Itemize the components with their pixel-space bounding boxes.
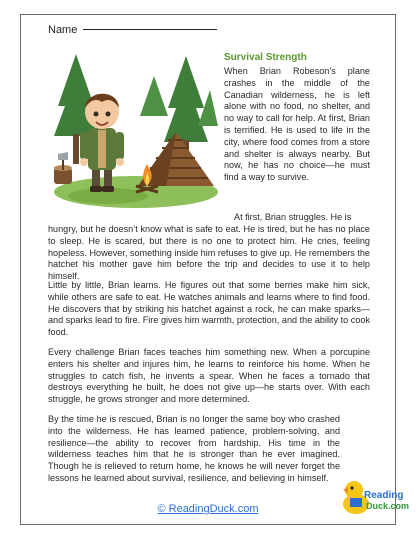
paragraph-challenges: Every challenge Brian faces teaches him something new. When a porcupine enters his shelter and injures him, he learns to reinforce his home. When he struggles to catch fish, he invents a spear. When he faces a tornado that destroys everything he built, he does not give up—he starts over. With each struggle, he grows stronger and more determined. xyxy=(48,347,370,405)
boy-camp-illustration xyxy=(48,46,218,210)
paragraph-intro: When Brian Robeson’s plane crashes in the middle of the Canadian wilderness, he is left alone with no food, no shelter, and no way to call for help. At first, Brian is terrified. He is used to life in the city, where food comes from a store and shelter is always nearby. But now, he has no choice—he must find a way to survive. xyxy=(224,66,370,183)
paragraph-struggle-start: At first, Brian struggles. He is xyxy=(234,212,352,222)
logo-text-top: Reading xyxy=(364,490,404,501)
paragraph-learns: Little by little, Brian learns. He figures out that some berries make him sick, while others are safe to eat. He watches animals and learns where to find food. He discovers that by striking his hatchet against a rock, he can make sparks—and sparks lead to fire. Fire gives him warmth, protection, and the ability to cook food. xyxy=(48,280,370,338)
paragraph-struggle-rest: hungry, but he doesn’t know what is safe to eat. He is tired, but he has no place to sleep. He is scared, but there is no one to protect him. He cries, feeling hopeless. However, something inside him refuses to give up. He remembers the hatchet his mother gave him before the trip and decides to use it to help himself. xyxy=(48,224,370,282)
name-underline[interactable] xyxy=(83,29,217,30)
name-field[interactable] xyxy=(48,24,217,36)
logo-text-bottom: Duck.com xyxy=(366,501,410,511)
readingduck-link[interactable]: © ReadingDuck.com xyxy=(157,503,259,515)
story-title: Survival Strength xyxy=(224,52,307,63)
name-label: Name xyxy=(48,24,78,36)
paragraph-rescued: By the time he is rescued, Brian is no longer the same boy who crashed into the wilderness. He has learned patience, problem-solving, and resilience—the ability to recover from hardship. His time in the wilderness teaches him that he is stronger than he ever imagined. Though he is relieved to return home, he knows he will never forget the lessons he learned about survival, resilience, and believing in himself. xyxy=(48,414,340,483)
readingduck-logo[interactable] xyxy=(340,474,410,518)
